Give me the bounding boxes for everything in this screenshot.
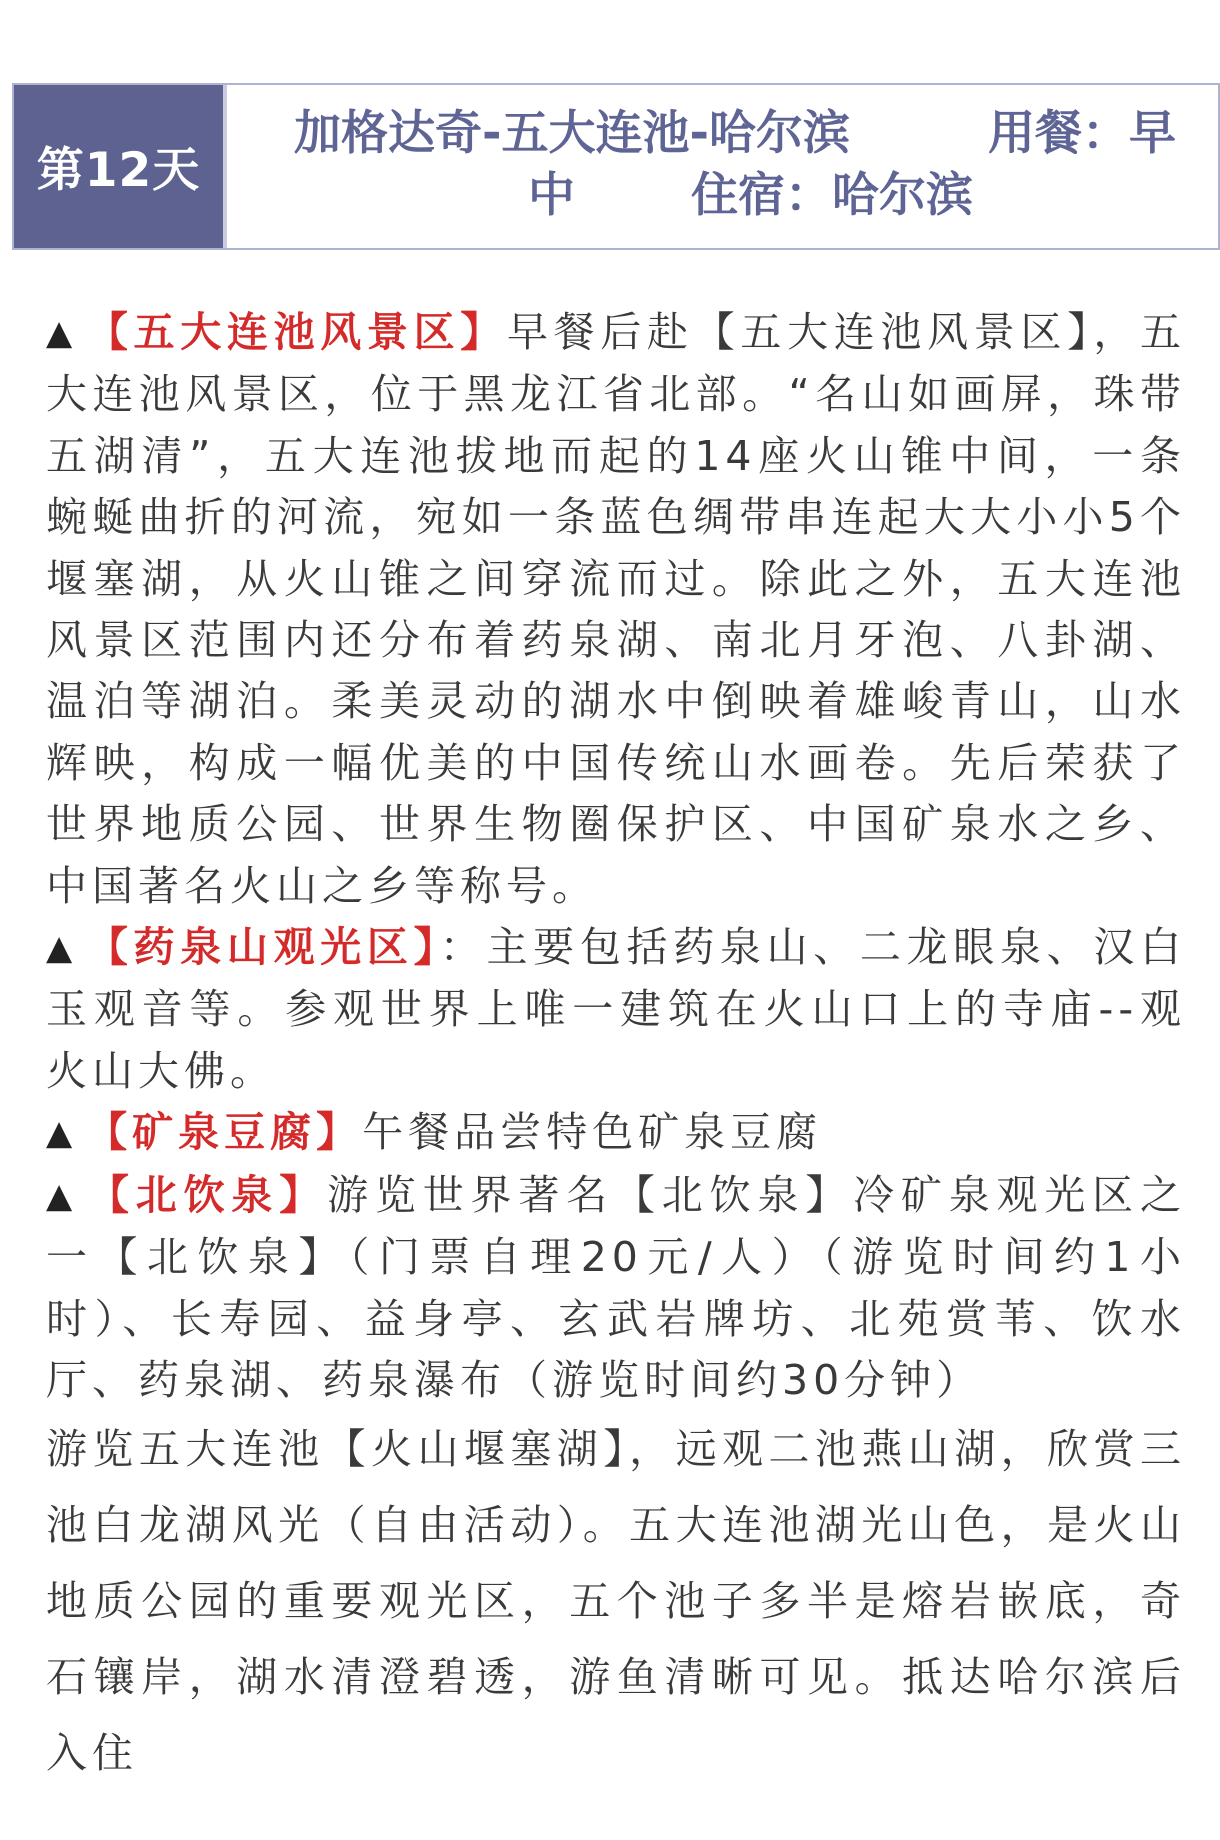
lodging-text: 住宿：哈尔滨	[691, 168, 973, 223]
itinerary-content	[46, 302, 1186, 1791]
itinerary-item	[46, 302, 1186, 917]
itinerary-item	[46, 1102, 1186, 1164]
day-label: 第12天	[14, 85, 227, 248]
item-title: 【矿泉豆腐】	[86, 1108, 363, 1157]
triangle-bullet-icon: ▲	[46, 928, 73, 969]
final-paragraph: 游览五大连池【火山堰塞湖】，远观二池燕山湖，欣赏三池白龙湖风光（自由活动）。五大连池湖光山色，是火山地质公园的重要观光区，五个池子多半是熔岩嵌底，奇石镶岸，湖水清澄碧透，游鱼清晰可见。抵达哈尔滨后入住	[46, 1425, 1186, 1778]
item-text: 游览世界著名【北饮泉】冷矿泉观光区之一【北饮泉】（门票自理20元/人）（游览时间约1小时）、长寿园、益身亭、玄武岩牌坊、北苑赏苇、饮水厅、药泉湖、药泉瀑布（游览时间约30分钟）	[46, 1170, 1187, 1404]
item-title: 【北饮泉】	[87, 1170, 328, 1219]
itinerary-item	[46, 1165, 1186, 1412]
item-text: ：主要包括药泉山、二龙眼泉、汉白玉观音等。参观世界上唯一建筑在火山口上的寺庙--观火山大佛。	[46, 923, 1187, 1095]
day-summary	[246, 103, 1206, 227]
summary-line-2	[246, 165, 1206, 227]
meals-continued: 中	[528, 168, 575, 223]
item-title: 【药泉山观光区】	[86, 923, 440, 972]
item-text: 午餐品尝特色矿泉豆腐	[362, 1108, 823, 1157]
triangle-bullet-icon: ▲	[46, 313, 73, 353]
itinerary-item	[46, 917, 1186, 1102]
summary-line-1	[246, 103, 1206, 165]
meals-label: 用餐：早	[988, 106, 1177, 161]
triangle-bullet-icon: ▲	[46, 1175, 74, 1216]
item-title: 【五大连池风景区】	[86, 308, 507, 356]
route-text: 加格达奇-五大连池-哈尔滨	[294, 106, 851, 161]
item-text: 早餐后赴【五大连池风景区】，五大连池风景区，位于黑龙江省北部。“名山如画屏，珠带五湖清”，五大连池拔地而起的14座火山锥中间，一条蜿蜒曲折的河流，宛如一条蓝色绸带串连起大大小小5个堰塞湖，从火山锥之间穿流而过。除此之外，五大连池风景区范围内还分布着药泉湖、南北月牙泡、八卦湖、温泊等湖泊。柔美灵动的湖水中倒映着雄峻青山，山水辉映，构成一幅优美的中国传统山水画卷。先后荣获了世界地质公园、世界生物圈保护区、中国矿泉水之乡、中国著名火山之乡等称号。	[46, 308, 1187, 910]
day-header	[12, 83, 1220, 250]
triangle-bullet-icon: ▲	[46, 1113, 73, 1154]
